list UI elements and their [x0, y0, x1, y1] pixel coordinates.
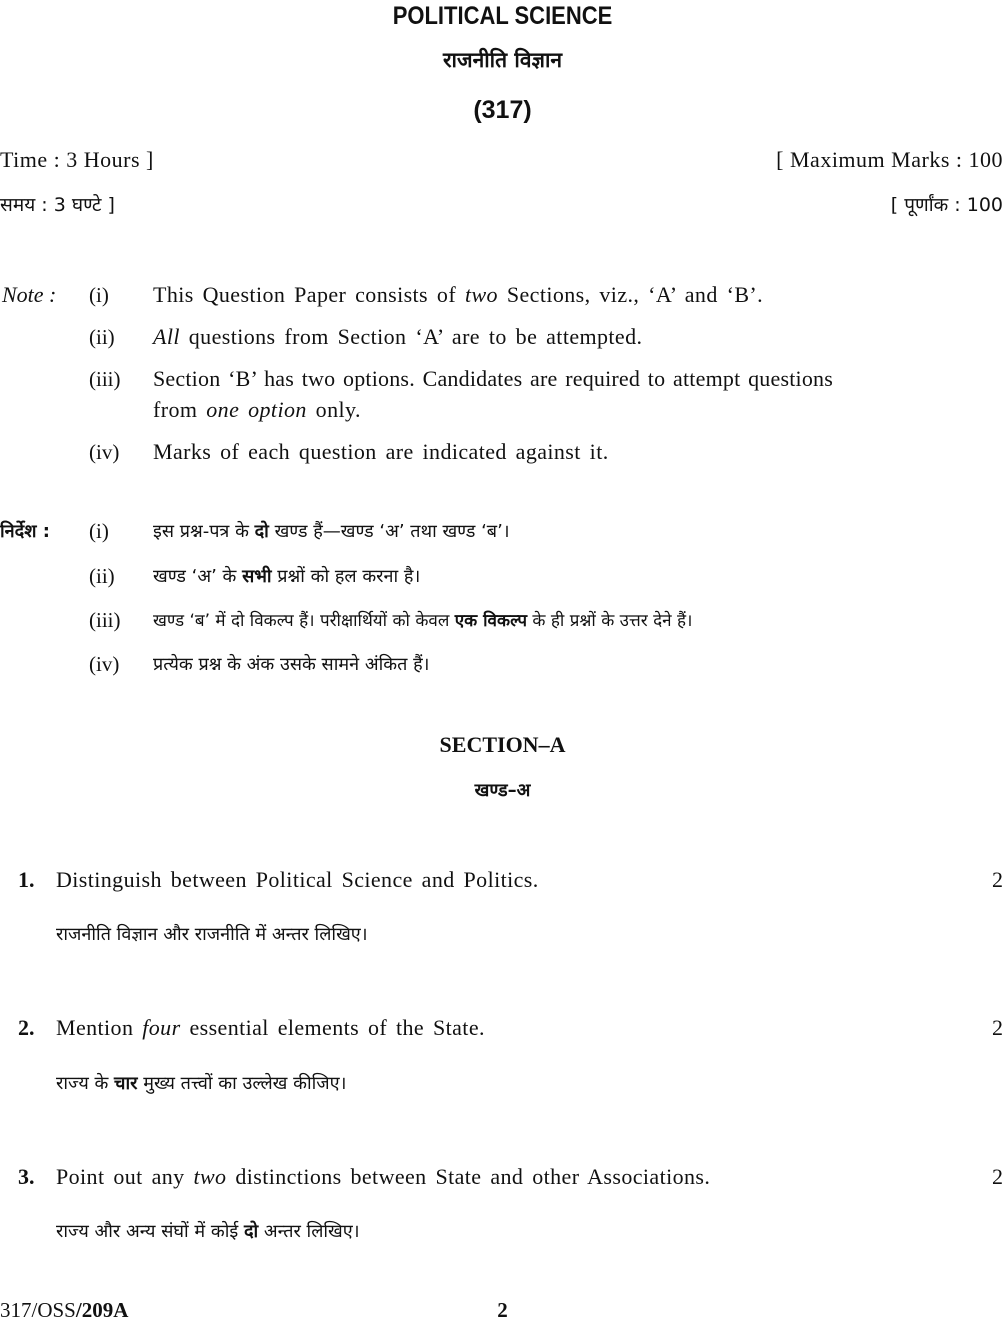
note-item-number: (ii): [89, 325, 115, 349]
nirdesh-item-text: खण्ड ‘अ’ के सभी प्रश्नों को हल करना है।: [153, 566, 421, 587]
nirdesh-item-text: खण्ड ‘ब’ में दो विकल्प हैं। परीक्षार्थियों को केवल एक विकल्प के ही प्रश्नों के उत्तर देने हैं।: [153, 611, 693, 631]
question-text-hindi: राजनीति विज्ञान और राजनीति में अन्तर लिखिए।: [56, 924, 368, 945]
paper-title: POLITICAL SCIENCE: [392, 2, 613, 30]
paper-code: (317): [473, 96, 532, 124]
max-marks-label: [ Maximum Marks : 100: [776, 147, 1003, 172]
note-item-text: All questions from Section ‘A’ are to be attempted.: [153, 324, 643, 349]
time-label: Time : 3 Hours ]: [0, 147, 154, 172]
question-number: 2.: [18, 1015, 35, 1040]
nirdesh-item-number: (ii): [89, 564, 115, 588]
note-label: Note :: [2, 282, 57, 307]
nirdesh-item-number: (i): [89, 519, 109, 543]
question-text-hindi: राज्य के चार मुख्य तत्त्वों का उल्लेख कीजिए।: [56, 1073, 347, 1094]
question-marks: 2: [992, 1015, 1003, 1040]
nirdesh-item-text: प्रत्येक प्रश्न के अंक उसके सामने अंकित हैं।: [153, 654, 430, 675]
note-item-text: Section ‘B’ has two options. Candidates are required to attempt questions: [153, 366, 834, 391]
question-marks: 2: [992, 1164, 1003, 1189]
note-item-text: Marks of each question are indicated against it.: [153, 439, 609, 464]
question-number: 3.: [18, 1164, 35, 1189]
question-text: Mention four essential elements of the State.: [56, 1015, 485, 1040]
note-item-number: (iii): [89, 367, 121, 391]
question-marks: 2: [992, 867, 1003, 892]
max-marks-label-hindi: [ पूर्णांक : 100: [890, 194, 1003, 216]
footer-paper-code: 317/OSS/209A: [0, 1298, 129, 1322]
nirdesh-item-number: (iii): [89, 608, 121, 632]
section-title-hindi: खण्ड–अ: [474, 780, 531, 801]
nirdesh-label: निर्देश :: [0, 521, 50, 542]
question-text: Point out any two distinctions between State and other Associations.: [56, 1164, 711, 1189]
paper-title-hindi: राजनीति विज्ञान: [442, 48, 563, 72]
section-title: SECTION–A: [439, 732, 566, 757]
question-text: Distinguish between Political Science and Politics.: [56, 867, 539, 892]
note-item-text-continued: from one option only.: [153, 397, 361, 422]
note-item-number: (iv): [89, 440, 120, 464]
question-number: 1.: [18, 867, 35, 892]
nirdesh-item-number: (iv): [89, 652, 120, 676]
question-text-hindi: राज्य और अन्य संघों में कोई दो अन्तर लिखिए।: [56, 1221, 360, 1242]
note-item-text: This Question Paper consists of two Sections, viz., ‘A’ and ‘B’.: [153, 282, 764, 307]
page-number: 2: [497, 1298, 508, 1322]
note-item-number: (i): [89, 283, 109, 307]
time-label-hindi: समय : 3 घण्टे ]: [0, 194, 115, 216]
nirdesh-item-text: इस प्रश्न-पत्र के दो खण्ड हैं—खण्ड ‘अ’ तथा खण्ड ‘ब’।: [153, 521, 510, 542]
